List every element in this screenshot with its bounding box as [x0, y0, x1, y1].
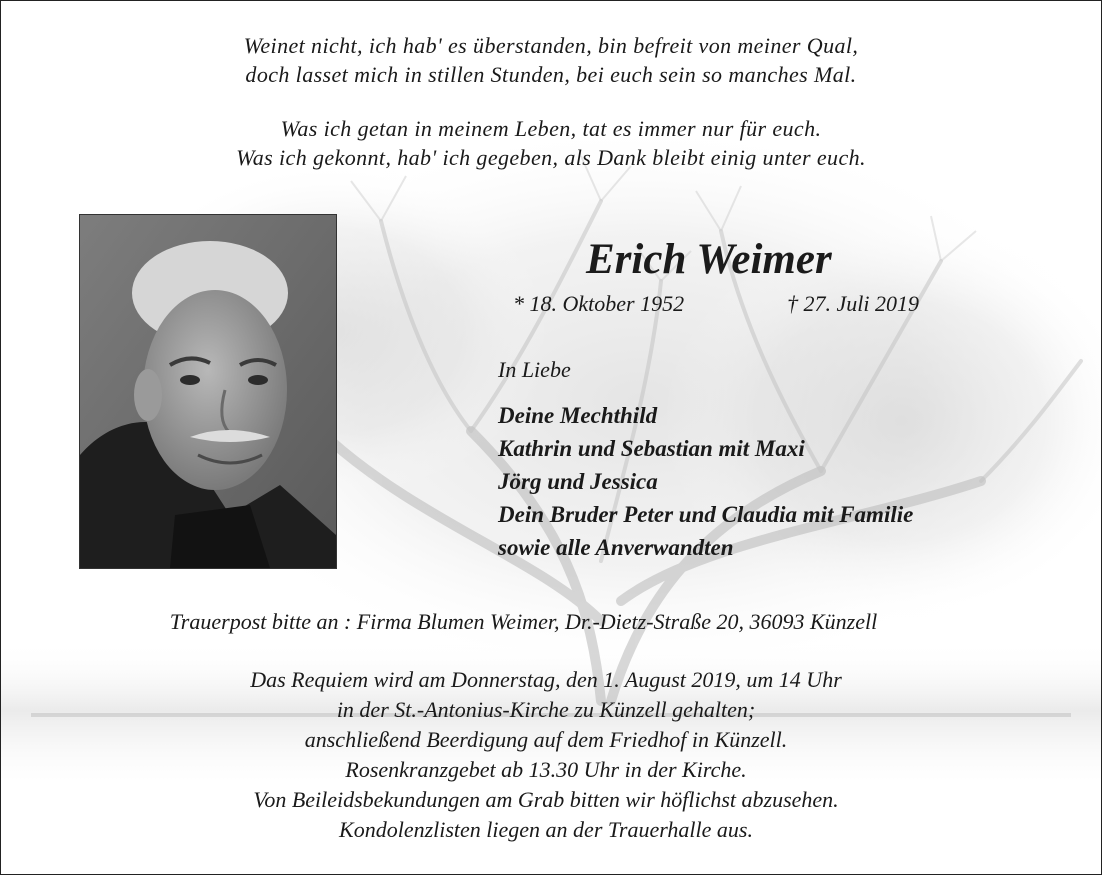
- service-line: in der St.-Antonius-Kirche zu Künzell gehalten;: [336, 697, 756, 722]
- mourner-line: Jörg und Jessica: [498, 469, 658, 494]
- poem-line: Was ich gekonnt, hab' ich gegeben, als Dank bleibt einig unter euch.: [236, 145, 866, 170]
- service-line: Rosenkranzgebet ab 13.30 Uhr in der Kirche.: [345, 757, 747, 782]
- poem-line: Weinet nicht, ich hab' es überstanden, bin befreit von meiner Qual,: [243, 33, 859, 58]
- birth-date: * 18. Oktober 1952: [513, 291, 685, 316]
- mourner-line: Deine Mechthild: [498, 403, 658, 428]
- deceased-name: Erich Weimer: [586, 236, 832, 283]
- poem-line: Was ich getan in meinem Leben, tat es immer nur für euch.: [280, 116, 822, 141]
- poem-line: doch lasset mich in stillen Stunden, bei euch sein so manches Mal.: [245, 62, 857, 87]
- mourner-line: Kathrin und Sebastian mit Maxi: [498, 436, 805, 461]
- mourners-list: [498, 399, 913, 564]
- portrait-photo: [79, 214, 337, 569]
- mourner-line: Dein Bruder Peter und Claudia mit Familie: [498, 502, 914, 527]
- service-line: Von Beileidsbekundungen am Grab bitten wir höflichst abzusehen.: [253, 787, 839, 812]
- poem-stanza-1: [1, 31, 1101, 89]
- service-line: Kondolenzlisten liegen an der Trauerhalle aus.: [339, 817, 753, 842]
- death-date: † 27. Juli 2019: [787, 291, 919, 316]
- condolence-address: Trauerpost bitte an : Firma Blumen Weimer, Dr.-Dietz-Straße 20, 36093 Künzell: [169, 609, 878, 634]
- poem-stanza-2: [1, 114, 1101, 172]
- mourner-line: sowie alle Anverwandten: [498, 535, 734, 560]
- service-line: Das Requiem wird am Donnerstag, den 1. August 2019, um 14 Uhr: [250, 667, 842, 692]
- mourners-intro: In Liebe: [498, 357, 571, 382]
- condolence-address-line: [1, 609, 1101, 635]
- service-info: [1, 665, 1091, 845]
- service-line: anschließend Beerdigung auf dem Friedhof in Künzell.: [304, 727, 788, 752]
